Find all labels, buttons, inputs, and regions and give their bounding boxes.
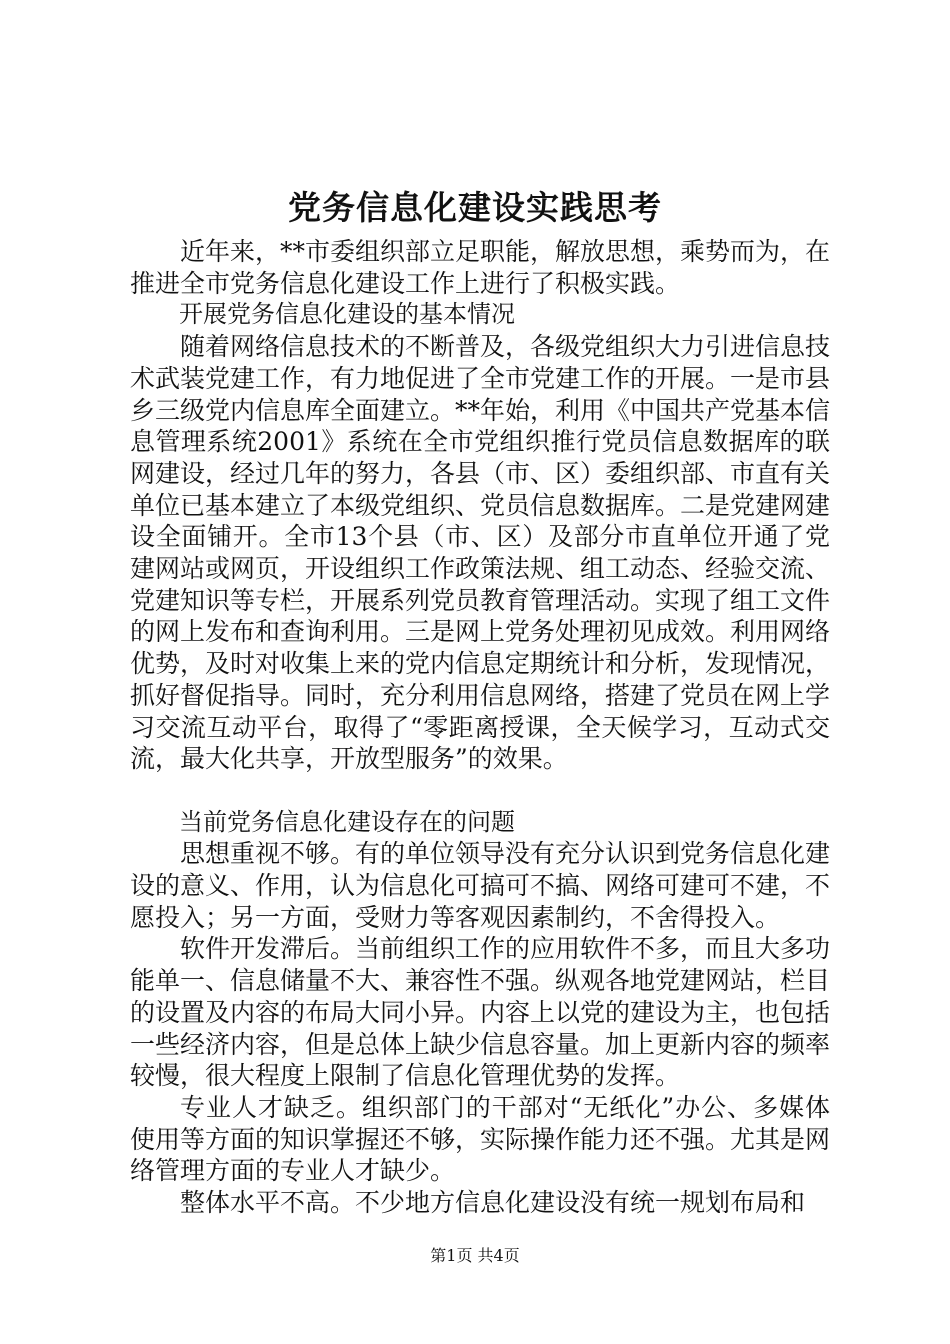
problem-paragraph-thinking: 思想重视不够。有的单位领导没有充分认识到党务信息化建设的意义、作用，认为信息化可搞可不搞、网络可建可不建，不愿投入；另一方面，受财力等客观因素制约，不舍得投入。 bbox=[130, 839, 831, 932]
document-body bbox=[130, 236, 830, 1219]
paragraph-spacer bbox=[130, 775, 830, 807]
problem-paragraph-overall-level: 整体水平不高。不少地方信息化建设没有统一规划布局和 bbox=[180, 1188, 806, 1218]
section1-paragraph: 随着网络信息技术的不断普及，各级党组织大力引进信息技术武装党建工作，有力地促进了全市党建工作的开展。一是市县乡三级党内信息库全面建立。**年始，利用《中国共产党基本信息管理系统2001》系统在全市党组织推行党员信息数据库的联网建设，经过几年的努力，各县（市、区）委组织部、市直有关单位已基本建立了本级党组织、党员信息数据库。二是党建网建设全面铺开。全市13个县（市、区）及部分市直单位开通了党建网站或网页，开设组织工作政策法规、组工动态、经验交流、党建知识等专栏，开展系列党员教育管理活动。实现了组工文件的网上发布和查询利用。三是网上党务处理初见成效。利用网络优势，及时对收集上来的党内信息定期统计和分析，发现情况，抓好督促指导。同时，充分利用信息网络，搭建了党员在网上学习交流互动平台，取得了“零距离授课，全天候学习，互动式交流，最大化共享，开放型服务”的效果。 bbox=[130, 332, 831, 774]
document-title: 党务信息化建设实践思考 bbox=[288, 188, 662, 227]
intro-paragraph: 近年来，**市委组织部立足职能，解放思想，乘势而为，在推进全市党务信息化建设工作上进行了积极实践。 bbox=[130, 237, 831, 298]
section-heading-basic-situation: 开展党务信息化建设的基本情况 bbox=[179, 300, 515, 329]
section-heading-problems: 当前党务信息化建设存在的问题 bbox=[179, 807, 515, 836]
problem-paragraph-talent: 专业人才缺乏。组织部门的干部对“无纸化”办公、多媒体使用等方面的知识掌握还不够，实际操作能力还不强。尤其是网络管理方面的专业人才缺少。 bbox=[130, 1092, 831, 1186]
problem-paragraph-software: 软件开发滞后。当前组织工作的应用软件不多，而且大多功能单一、信息储量不大、兼容性不强。纵观各地党建网站，栏目的设置及内容的布局大同小异。内容上以党的建设为主，也包括一些经济内容，但是总体上缺少信息容量。加上更新内容的频率较慢，很大程度上限制了信息化管理优势的发挥。 bbox=[130, 934, 831, 1091]
page-footer: 第1页 共4页 bbox=[430, 1246, 520, 1265]
